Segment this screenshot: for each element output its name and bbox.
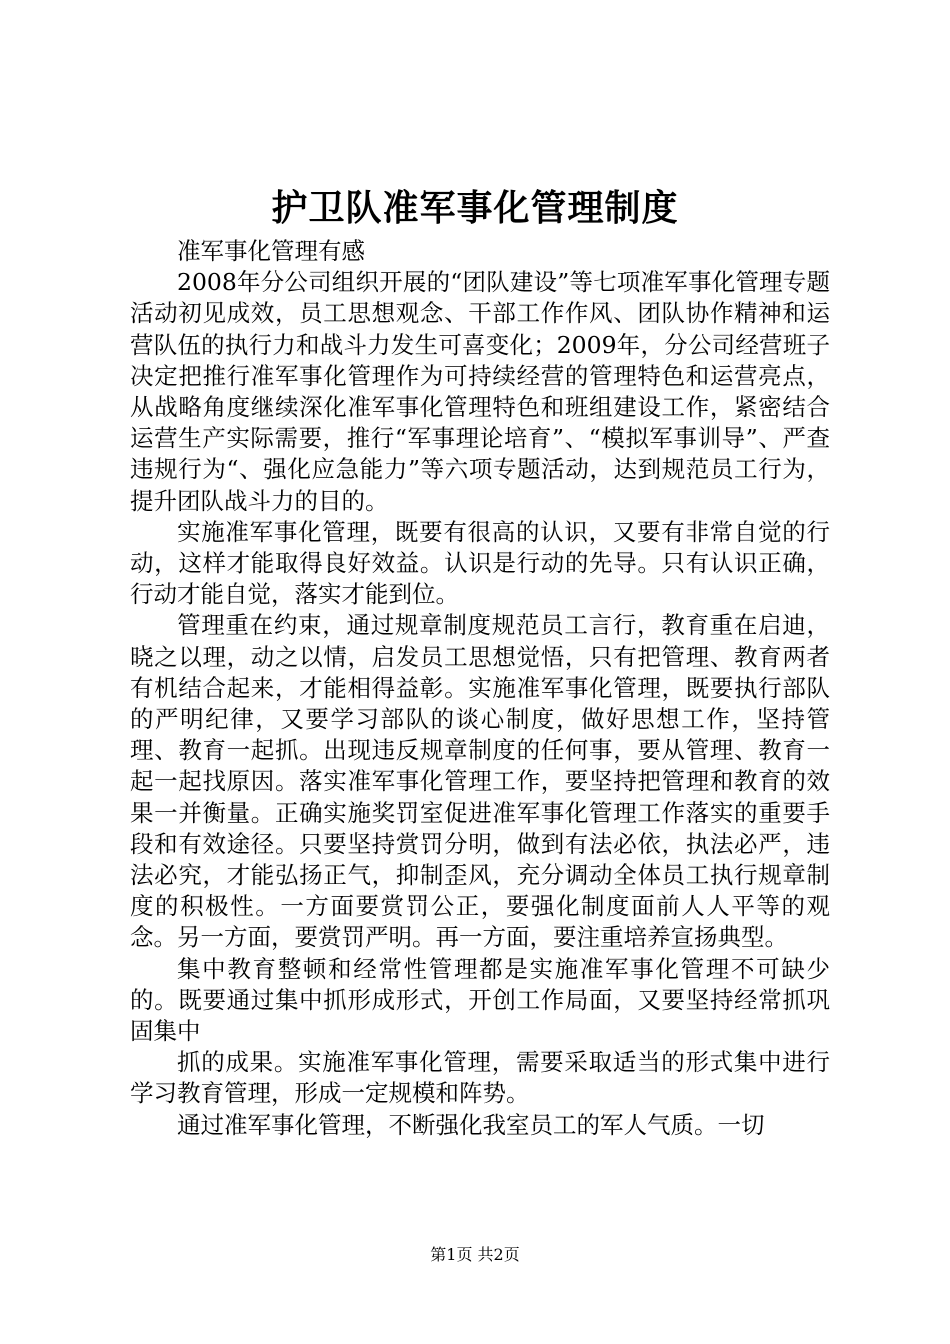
- document-title: 护卫队准军事化管理制度: [271, 187, 679, 229]
- paragraph: 管理重在约束，通过规章制度规范员工言行，教育重在启迪，晓之以理，动之以情，启发员工思想觉悟，只有把管理、教育两者有机结合起来，才能相得益彰。实施准军事化管理，既要执行部队的严明纪律，又要学习部队的谈心制度，做好思想工作，坚持管理、教育一起抓。出现违反规章制度的任何事，要从管理、教育一起一起找原因。落实准军事化管理工作，要坚持把管理和教育的效果一并衡量。正确实施奖罚室促进准军事化管理工作落实的重要手段和有效途径。只要坚持赏罚分明，做到有法必依，执法必严，违法必究，才能弘扬正气，抑制歪风，充分调动全体员工执行规章制度的积极性。一方面要赏罚公正，要强化制度面前人人平等的观念。另一方面，要赏罚严明。再一方面，要注重培养宣扬典型。: [130, 611, 830, 952]
- paragraph: 集中教育整顿和经常性管理都是实施准军事化管理不可缺少的。既要通过集中抓形成形式，开创工作局面，又要坚持经常抓巩固集中: [130, 954, 830, 1046]
- document-body: [130, 236, 830, 1141]
- paragraph: 实施准军事化管理，既要有很高的认识，又要有非常自觉的行动，这样才能取得良好效益。认识是行动的先导。只有认识正确，行动才能自觉，落实才能到位。: [130, 517, 830, 609]
- paragraph-subtitle: 准军事化管理有感: [177, 237, 365, 265]
- paragraph: 通过准军事化管理，不断强化我室员工的军人气质。一切: [177, 1110, 765, 1139]
- paragraph: 抓的成果。实施准军事化管理，需要采取适当的形式集中进行学习教育管理，形成一定规模和阵势。: [130, 1048, 830, 1108]
- page-number-footer: 第1页 共2页: [430, 1245, 520, 1264]
- paragraph: 2008年分公司组织开展的“团队建设”等七项准军事化管理专题活动初见成效，员工思想观念、干部工作作风、团队协作精神和运营队伍的执行力和战斗力发生可喜变化；2009年，分公司经营班子决定把推行准军事化管理作为可持续经营的管理特色和运营亮点，从战略角度继续深化准军事化管理特色和班组建设工作，紧密结合运营生产实际需要，推行“军事理论培育”、“模拟军事训导”、严查违规行为“、强化应急能力”等六项专题活动，达到规范员工行为，提升团队战斗力的目的。: [130, 268, 830, 515]
